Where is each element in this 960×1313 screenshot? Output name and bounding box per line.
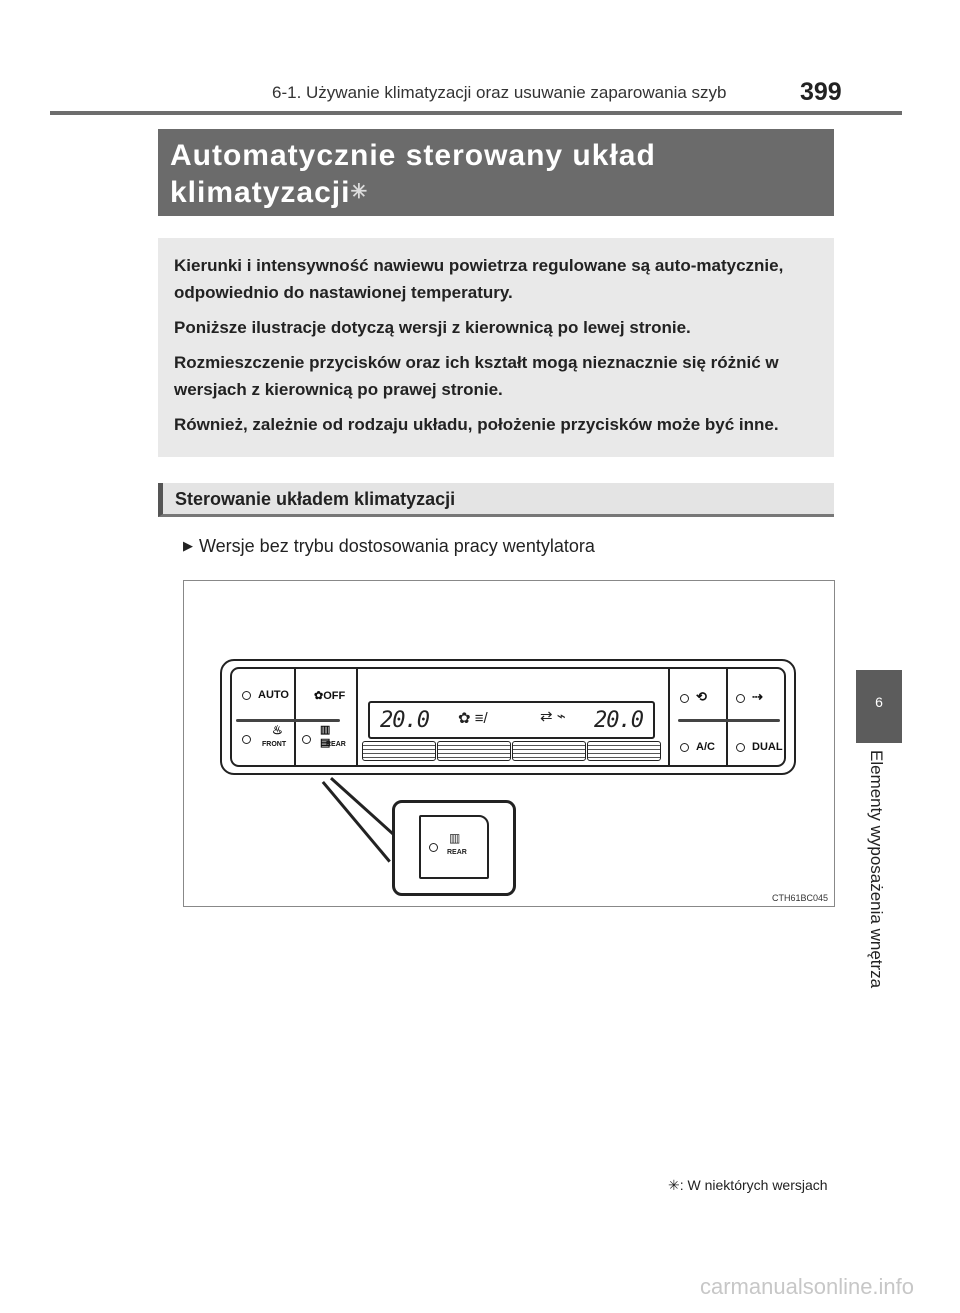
auto-button-label: AUTO bbox=[258, 689, 289, 701]
chapter-tab bbox=[856, 670, 902, 743]
vent-row bbox=[362, 741, 660, 761]
title-line-2: klimatyzacji bbox=[170, 176, 351, 209]
fan-off-button[interactable] bbox=[314, 689, 345, 702]
chapter-number: 6 bbox=[875, 694, 883, 710]
divider bbox=[294, 669, 296, 765]
dual-button[interactable] bbox=[736, 741, 783, 753]
divider bbox=[726, 669, 728, 765]
divider bbox=[678, 719, 780, 722]
front-defroster-button[interactable] bbox=[242, 723, 287, 748]
air-vent bbox=[587, 741, 661, 761]
variant-text: Wersje bez trybu dostosowania pracy wentylatora bbox=[199, 536, 595, 556]
header-section-title: 6-1. Używanie klimatyzacji oraz usuwanie zaparowania szyb bbox=[272, 83, 727, 102]
temperature-left: 20.0 bbox=[380, 708, 429, 733]
ac-button-label: A/C bbox=[696, 741, 715, 753]
indicator-dot-icon bbox=[736, 694, 745, 703]
zoom-rear-defroster-button bbox=[419, 815, 489, 879]
title-box bbox=[158, 129, 834, 216]
panel-outer-frame bbox=[220, 659, 796, 775]
header-rule bbox=[50, 111, 902, 115]
indicator-dot-icon bbox=[736, 743, 745, 752]
page-number: 399 bbox=[800, 78, 842, 106]
indicator-dot-icon bbox=[429, 843, 438, 852]
rear-defroster-icon: ▥ ▤ bbox=[320, 724, 331, 749]
section-heading: Sterowanie układem klimatyzacji bbox=[158, 483, 834, 517]
auto-button[interactable] bbox=[242, 689, 289, 701]
footnote bbox=[668, 1177, 828, 1194]
intro-paragraph: Poniższe ilustracje dotyczą wersji z kierownicą po lewej stronie. bbox=[174, 318, 691, 337]
zoom-callout bbox=[392, 800, 516, 896]
figure-code: CTH61BC045 bbox=[771, 893, 828, 903]
recirculation-icon: ⟲ bbox=[696, 689, 707, 704]
dual-button-label: DUAL bbox=[752, 741, 783, 753]
fresh-air-icon: ⇢ bbox=[752, 689, 763, 704]
figure-climate-panel bbox=[183, 580, 835, 907]
divider bbox=[356, 669, 358, 765]
temperature-right: 20.0 bbox=[594, 708, 643, 733]
intro-box bbox=[158, 238, 834, 457]
intro-paragraph: Rozmieszczenie przycisków oraz ich kształt mogą nieznacznie się różnić w wersjach z kierownicą po prawej stronie. bbox=[174, 353, 779, 399]
ac-button[interactable] bbox=[680, 741, 715, 753]
zoom-rear-label: REAR bbox=[447, 849, 467, 856]
watermark: carmanualsonline.info bbox=[700, 1274, 915, 1299]
air-vent bbox=[512, 741, 586, 761]
indicator-dot-icon bbox=[302, 735, 311, 744]
footnote-text: : W niektórych wersjach bbox=[679, 1177, 828, 1193]
indicator-dot-icon bbox=[680, 694, 689, 703]
off-button-label: OFF bbox=[323, 690, 346, 702]
fresh-air-button[interactable] bbox=[736, 689, 763, 705]
chapter-title: Elementy wyposażenia wnętrza bbox=[867, 750, 886, 989]
air-vent bbox=[437, 741, 511, 761]
rear-defroster-button[interactable] bbox=[302, 724, 346, 749]
variant-line bbox=[183, 536, 595, 557]
lcd-display bbox=[368, 701, 655, 739]
front-button-label: FRONT bbox=[262, 741, 287, 748]
footnote-asterisk: ✳ bbox=[668, 1177, 680, 1193]
triangle-arrow-icon: ▶ bbox=[183, 538, 193, 553]
title-asterisk: ✳ bbox=[350, 181, 369, 203]
intro-paragraph: Również, zależnie od rodzaju układu, położenie przycisków może być inne. bbox=[174, 415, 779, 434]
indicator-dot-icon bbox=[242, 735, 251, 744]
fan-icon: ✿ bbox=[314, 690, 324, 702]
front-defroster-icon: ♨ bbox=[272, 723, 283, 737]
recirculation-button[interactable] bbox=[680, 689, 707, 705]
divider bbox=[236, 719, 340, 722]
title-line-1: Automatycznie sterowany układ bbox=[170, 139, 656, 172]
auto-vent-icon: ⇄ ⌁ bbox=[540, 708, 566, 725]
divider bbox=[668, 669, 670, 765]
air-vent bbox=[362, 741, 436, 761]
intro-paragraph: Kierunki i intensywność nawiewu powietrza regulowane są auto-matycznie, odpowiednio do nastawionej temperatury. bbox=[174, 256, 784, 302]
rear-defroster-icon: ▥ bbox=[449, 831, 461, 845]
indicator-dot-icon bbox=[680, 743, 689, 752]
indicator-dot-icon bbox=[242, 691, 251, 700]
airflow-mode-icon: ✿ ≡/ bbox=[458, 710, 488, 727]
panel-inner-frame bbox=[230, 667, 786, 767]
rear-button-label: REAR bbox=[326, 741, 346, 748]
